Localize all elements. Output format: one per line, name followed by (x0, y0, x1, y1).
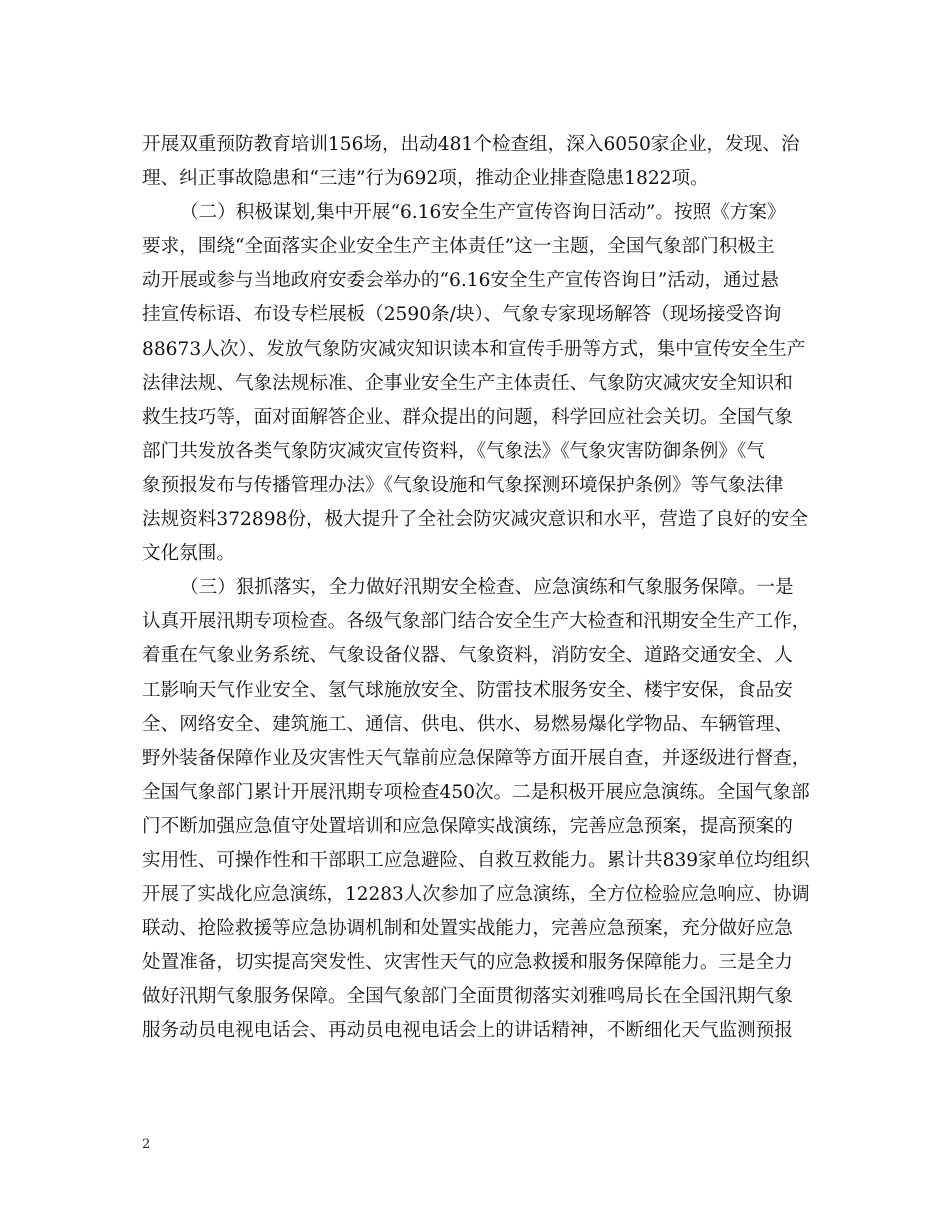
text-line: 认真开展汛期专项检查。各级气象部门结合安全生产大检查和汛期安全生产工作， (142, 611, 811, 633)
text-line: 门不断加强应急值守处置培训和应急保障实战演练，完善应急预案，提高预案的 (142, 815, 793, 837)
text-line: 理、纠正事故隐患和“三违”行为692项，推动企业排查隐患1822项。 (142, 168, 709, 190)
text-line: 开展了实战化应急演练，12283人次参加了应急演练，全方位检验应急响应、协调 (142, 884, 810, 906)
text-line: 88673人次）、发放气象防灾减灾知识读本和宣传手册等方式，集中宣传安全生产 (142, 338, 806, 360)
text-line: 挂宣传标语、布设专栏展板（2590条/块）、气象专家现场解答（现场接受咨询 (142, 304, 782, 326)
text-line: 象预报发布与传播管理办法》《气象设施和气象探测环境保护条例》等气象法律 (142, 474, 784, 496)
text-line: 处置准备，切实提高突发性、灾害性天气的应急救援和服务保障能力。三是全力 (142, 952, 793, 974)
paragraph-first-line: （三）狠抓落实，全力做好汛期安全检查、应急演练和气象服务保障。一是 (180, 577, 794, 599)
text-line: 着重在气象业务系统、气象设备仪器、气象资料，消防安全、道路交通安全、人 (142, 645, 793, 667)
text-line: 开展双重预防教育培训156场，出动481个检查组，深入6050家企业，发现、治 (142, 134, 800, 155)
text-line: 法规资料372898份，极大提升了全社会防灾减灾意识和水平，营造了良好的安全 (142, 509, 808, 531)
text-line: 救生技巧等，面对面解答企业、群众提出的问题，科学回应社会关切。全国气象 (142, 406, 793, 428)
text-line: 法律法规、气象法规标准、企事业安全生产主体责任、气象防灾减灾安全知识和 (142, 372, 793, 394)
text-line: 部门共发放各类气象防灾减灾宣传资料，《气象法》《气象灾害防御条例》《气 (142, 440, 765, 462)
text-line: 实用性、可操作性和干部职工应急避险、自救互救能力。累计共839家单位均组织 (142, 849, 810, 871)
text-line: 要求，围绕“全面落实企业安全生产主体责任”这一主题，全国气象部门积极主 (142, 236, 775, 258)
text-line: 野外装备保障作业及灾害性天气靠前应急保障等方面开展自查，并逐级进行督查， (142, 747, 811, 769)
text-line: 文化氛围。 (142, 543, 235, 565)
text-line: 工影响天气作业安全、氢气球施放安全、防雷技术服务安全、楼宇安保，食品安 (142, 679, 793, 701)
text-line: 动开展或参与当地政府安委会举办的“6.16安全生产宣传咨询日”活动，通过悬 (142, 270, 779, 292)
page-number: 2 (142, 1137, 151, 1152)
paragraph-first-line: （二）积极谋划,集中开展“6.16安全生产宣传咨询日活动”。按照《方案》 (180, 202, 786, 224)
text-line: 服务动员电视电话会、再动员电视电话会上的讲话精神，不断细化天气监测预报 (142, 1020, 793, 1042)
text-line: 全国气象部门累计开展汛期专项检查450次。二是积极开展应急演练。全国气象部 (142, 781, 810, 803)
text-line: 联动、抢险救援等应急协调机制和处置实战能力，完善应急预案，充分做好应急 (142, 918, 793, 940)
text-line: 全、网络安全、建筑施工、通信、供电、供水、易燃易爆化学物品、车辆管理、 (142, 713, 793, 735)
text-line: 做好汛期气象服务保障。全国气象部门全面贯彻落实刘雅鸣局长在全国汛期气象 (142, 986, 793, 1008)
body-text (142, 128, 810, 1049)
